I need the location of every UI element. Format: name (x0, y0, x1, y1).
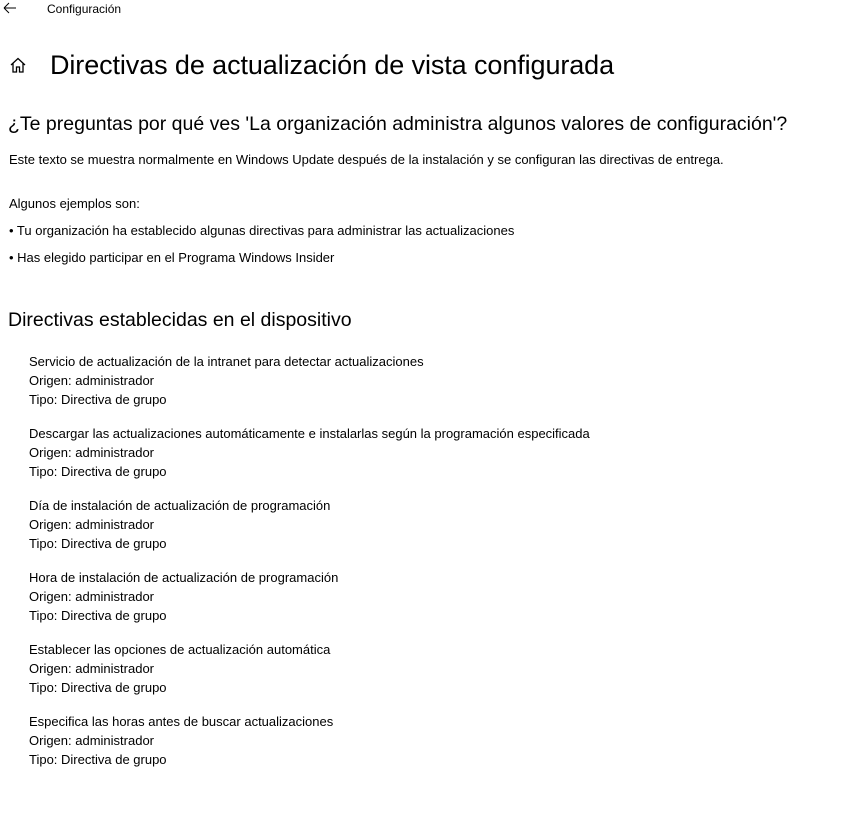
policy-origin: Origen: administrador (29, 373, 154, 388)
question-heading: ¿Te preguntas por qué ves 'La organización administra algunos valores de configuración'? (8, 113, 788, 135)
policy-item (29, 568, 829, 640)
examples-label: Algunos ejemplos son: (9, 196, 140, 211)
home-button[interactable] (9, 56, 27, 74)
example-item: • Has elegido participar en el Programa Windows Insider (9, 250, 335, 265)
policy-item (29, 496, 829, 568)
title-bar (0, 0, 848, 20)
app-title: Configuración (47, 2, 122, 16)
policy-list (29, 352, 829, 784)
policy-item (29, 712, 829, 784)
policy-name: Hora de instalación de actualización de programación (29, 570, 339, 585)
policies-section-title: Directivas establecidas en el dispositivo (8, 309, 352, 331)
policy-item (29, 424, 829, 496)
policy-name: Establecer las opciones de actualización automática (29, 642, 331, 657)
description-text: Este texto se muestra normalmente en Windows Update después de la instalación y se configuran las directivas de entrega. (9, 152, 724, 167)
policy-item (29, 640, 829, 712)
policy-type: Tipo: Directiva de grupo (29, 680, 167, 695)
example-item: • Tu organización ha establecido algunas directivas para administrar las actualizaciones (9, 223, 515, 238)
policy-type: Tipo: Directiva de grupo (29, 392, 167, 407)
policy-type: Tipo: Directiva de grupo (29, 536, 167, 551)
back-arrow-icon (3, 2, 17, 14)
policy-item (29, 352, 829, 424)
policy-origin: Origen: administrador (29, 589, 154, 604)
policy-name: Servicio de actualización de la intranet para detectar actualizaciones (29, 354, 424, 369)
policy-name: Descargar las actualizaciones automáticamente e instalarlas según la programación especificada (29, 426, 590, 441)
policy-type: Tipo: Directiva de grupo (29, 608, 167, 623)
policy-name: Día de instalación de actualización de programación (29, 498, 331, 513)
policy-origin: Origen: administrador (29, 445, 154, 460)
page-title: Directivas de actualización de vista configurada (50, 50, 615, 80)
page-header (0, 44, 848, 88)
policy-origin: Origen: administrador (29, 661, 154, 676)
policy-name: Especifica las horas antes de buscar actualizaciones (29, 714, 334, 729)
policy-type: Tipo: Directiva de grupo (29, 464, 167, 479)
policy-origin: Origen: administrador (29, 517, 154, 532)
policy-origin: Origen: administrador (29, 733, 154, 748)
policy-type: Tipo: Directiva de grupo (29, 752, 167, 767)
back-button[interactable] (2, 0, 18, 16)
home-icon (9, 56, 27, 74)
